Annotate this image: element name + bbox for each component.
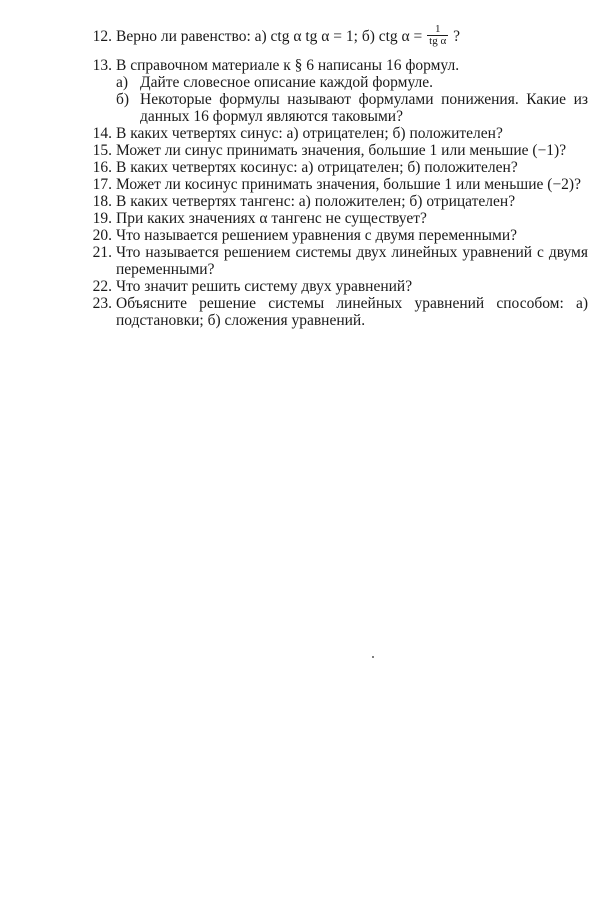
question-text: Может ли косинус принимать значения, большие 1 или меньшие (−2)? [116,176,581,193]
question-number: 15. [92,142,112,159]
question-text: В каких четвертях тангенс: а) положителен; б) отрицателен? [116,193,516,210]
fraction [427,24,448,47]
question-text: Что значит решить систему двух уравнений? [116,278,413,295]
question-17 [88,176,588,193]
question-text: Может ли синус принимать значения, большие 1 или меньшие (−1)? [116,142,567,159]
question-12-suffix: ? [449,28,461,46]
question-14 [88,125,588,142]
fraction-numerator: 1 [427,24,448,36]
question-number: 14. [92,125,112,142]
question-16 [88,159,588,176]
question-text: Что называется решением уравнения с двумя переменными? [116,227,518,244]
question-text [116,23,588,47]
sub-question-label: а) [116,74,129,91]
question-20 [88,227,588,244]
question-text: Что называется решением системы двух линейных уравнений с двумя переменными? [116,244,588,278]
question-12 [88,23,588,47]
question-number: 13. [92,57,112,74]
sub-question-text: Дайте словесное описание каждой формуле. [140,74,434,91]
question-list [88,23,588,329]
question-text: В каких четвертях косинус: а) отрицателен; б) положителен? [116,159,518,176]
question-number: 20. [92,227,112,244]
question-number: 23. [92,295,112,312]
question-18 [88,193,588,210]
sub-question-label: б) [116,91,130,108]
question-number: 12. [92,28,112,45]
question-number: 22. [92,278,112,295]
scan-speck [372,656,374,658]
question-text: В каких четвертях синус: а) отрицателен; б) положителен? [116,125,503,142]
question-text: В справочном материале к § 6 написаны 16 формул. [116,57,460,74]
question-number: 17. [92,176,112,193]
question-21 [88,244,588,278]
fraction-denominator: tg α [429,35,447,47]
question-number: 19. [92,210,112,227]
question-22 [88,278,588,295]
question-number: 21. [92,244,112,261]
sub-question-b [116,91,588,125]
question-19 [88,210,588,227]
sub-question-a [116,74,588,91]
question-23 [88,295,588,329]
question-text: При каких значениях α тангенс не существует? [116,210,427,227]
question-text: Объясните решение системы линейных уравнений способом: а) подстановки; б) сложения уравнений. [116,295,588,329]
question-12-prefix: Верно ли равенство: а) ctg α tg α = 1; б) ctg α = [116,28,423,46]
question-13 [88,57,588,74]
sub-question-text: Некоторые формулы называют формулами понижения. Какие из данных 16 формул являются таковыми? [140,91,588,125]
question-number: 18. [92,193,112,210]
question-number: 16. [92,159,112,176]
question-15 [88,142,588,159]
